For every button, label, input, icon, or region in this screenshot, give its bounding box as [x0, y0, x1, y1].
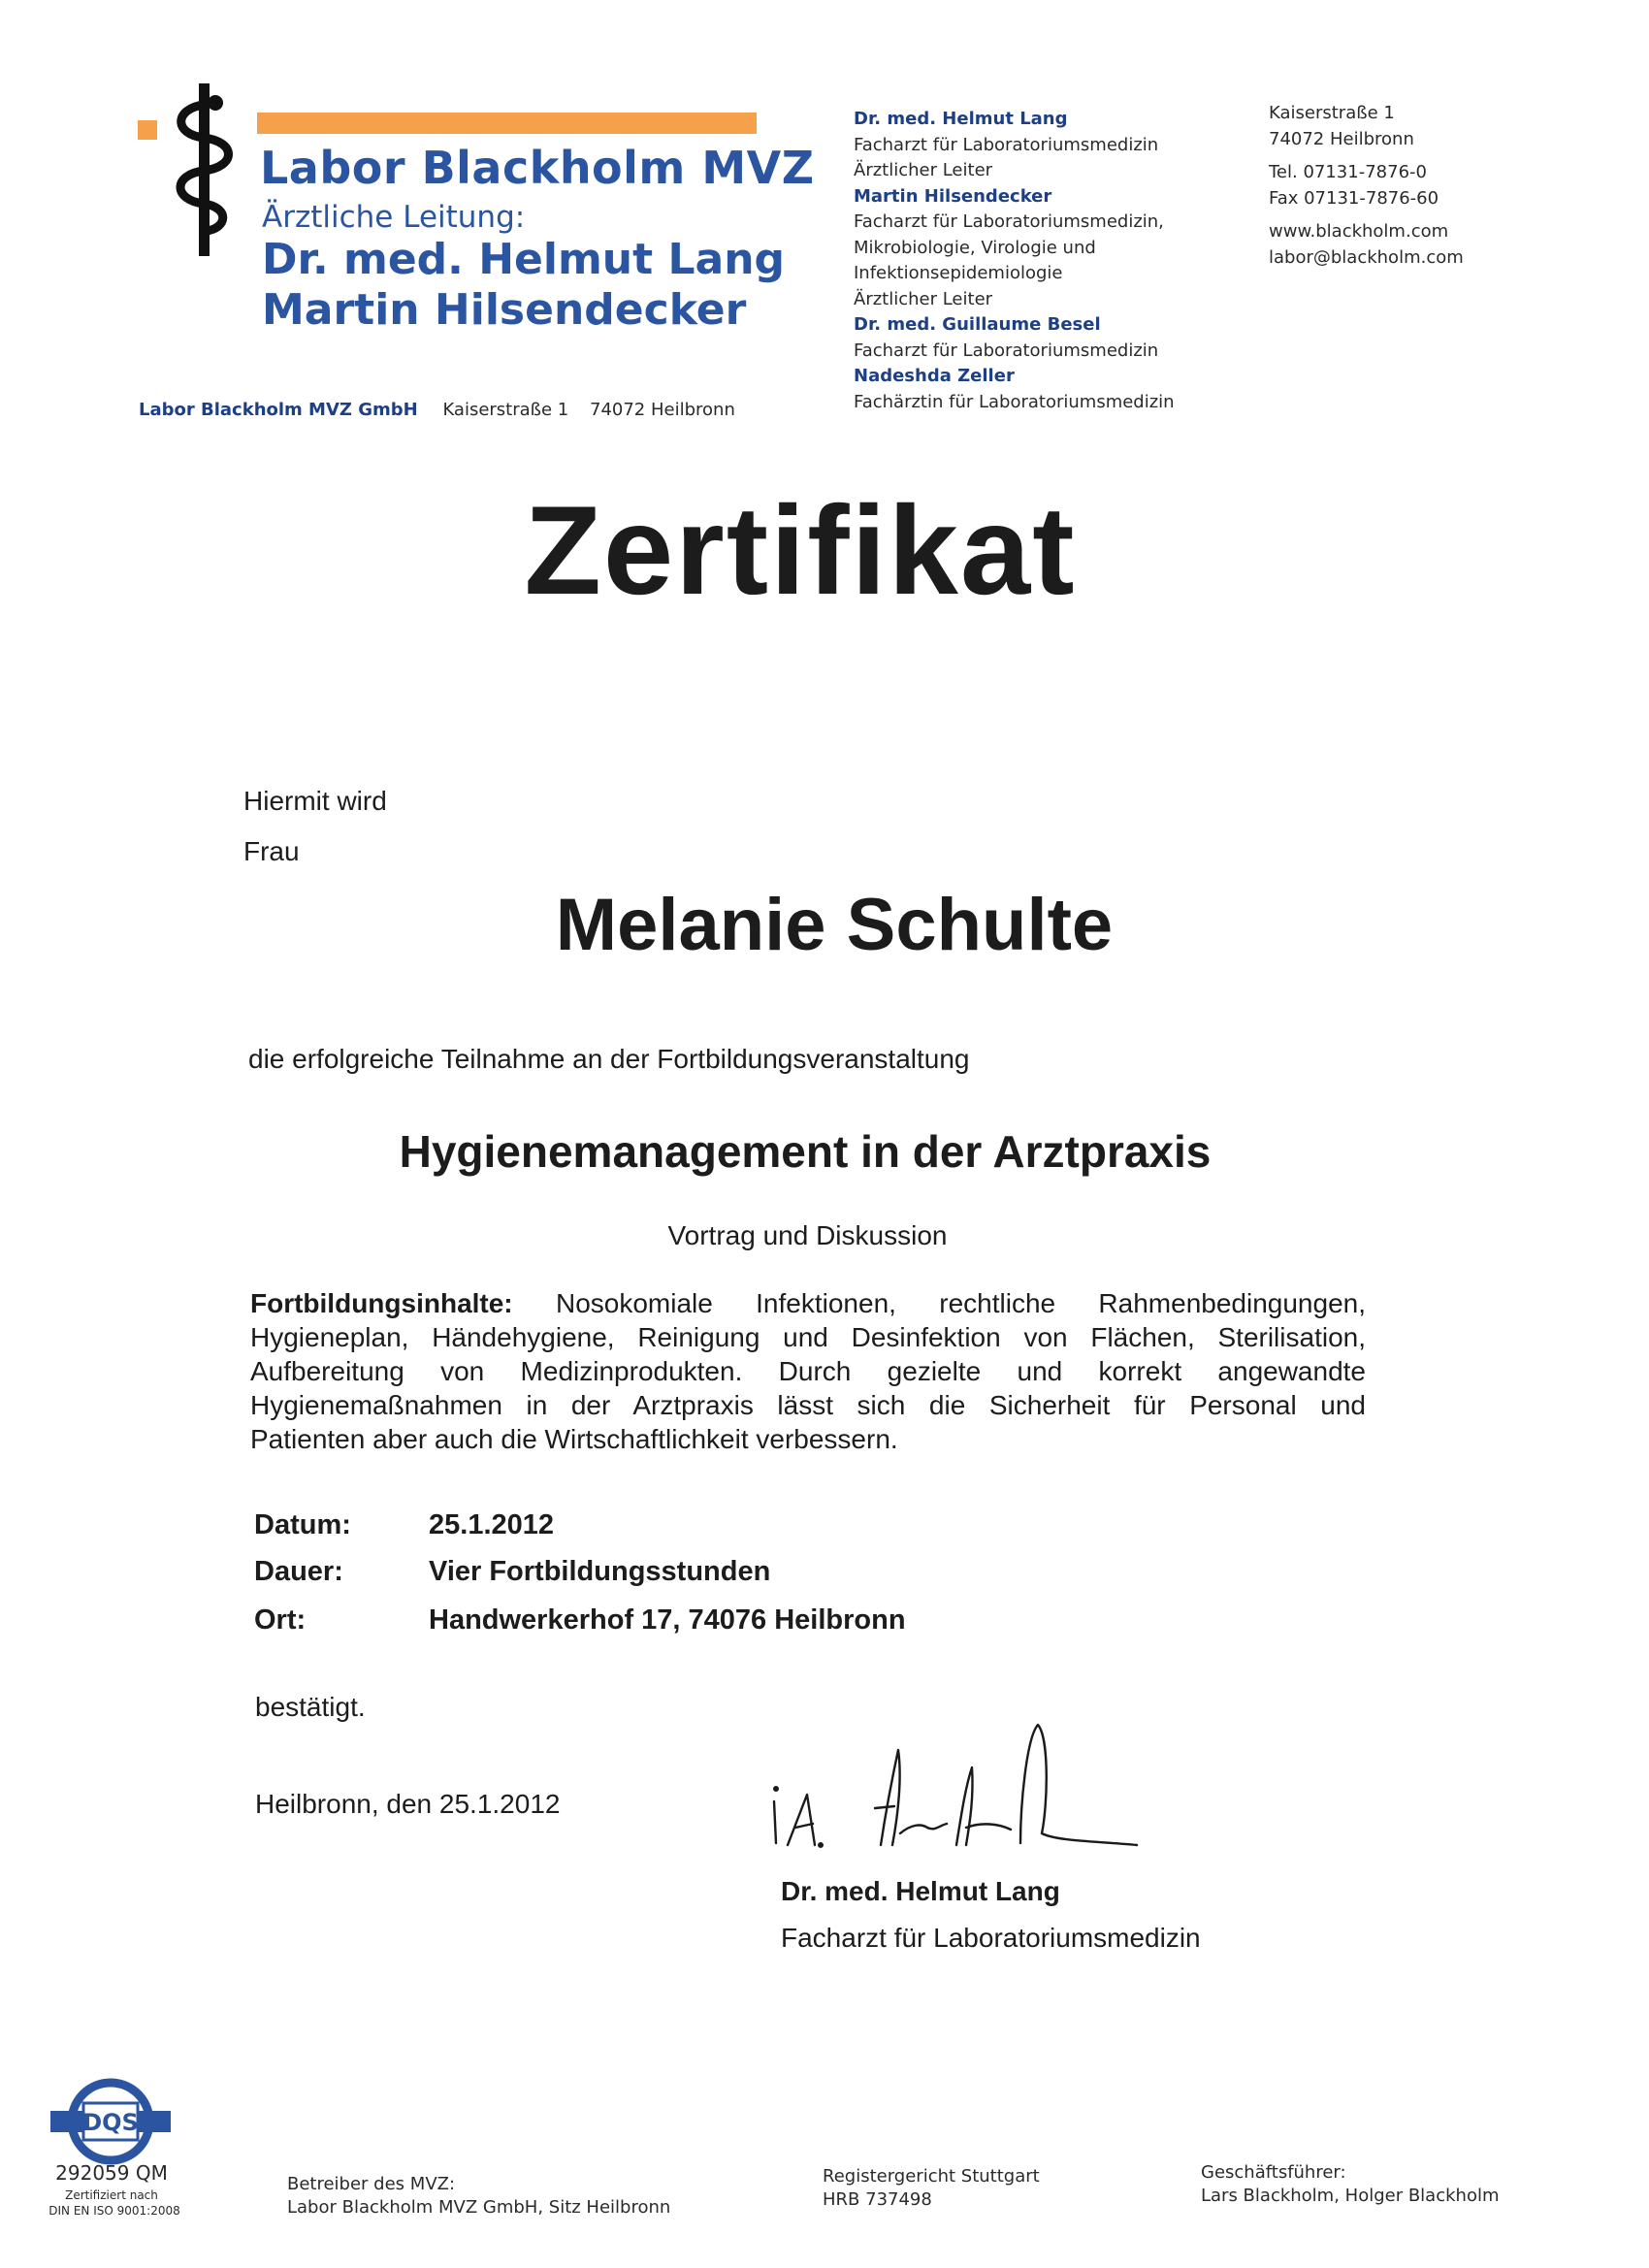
detail-row-date [254, 1509, 554, 1541]
register-value: HRB 737498 [823, 2189, 932, 2210]
detail-label: Datum: [254, 1509, 351, 1540]
detail-value: Vier Fortbildungsstunden [429, 1556, 771, 1587]
leadership-label: Ärztliche Leitung: [262, 200, 526, 235]
intro-line-2: Frau [243, 836, 300, 866]
recipient-name: Melanie Schulte [555, 884, 1114, 966]
sender-street: Kaiserstraße 1 [442, 400, 569, 420]
staff-line: Facharzt für Laboratoriumsmedizin, [854, 211, 1164, 232]
lab-name: Labor Blackholm MVZ [260, 142, 815, 194]
register-block [823, 2165, 1040, 2212]
managers-value: Lars Blackholm, Holger Blackholm [1201, 2186, 1500, 2206]
dqs-certification-seal [50, 2076, 171, 2167]
leader-1: Dr. med. Helmut Lang [262, 235, 786, 284]
contact-fax: Fax 07131-7876-60 [1269, 187, 1439, 209]
sender-company: Labor Blackholm MVZ GmbH [139, 400, 418, 420]
contents-line: Hygieneplan, Händehygiene, Reinigung und Desinfektion von Flächen, Sterilisation, [250, 1322, 1366, 1352]
contact-street: Kaiserstraße 1 [1269, 103, 1395, 123]
contents-line: Hygienemaßnahmen in der Arztpraxis lässt sich die Sicherheit für Personal und [250, 1390, 1366, 1420]
orange-accent-square [138, 120, 157, 140]
course-title: Hygienemanagement in der Arztpraxis [399, 1126, 1212, 1177]
contents-line: Aufbereitung von Medizinprodukten. Durch gezielte und korrekt angewandte [250, 1356, 1366, 1386]
intro-line-1: Hiermit wird [243, 786, 387, 816]
aesculapian-staff-logo [167, 83, 244, 258]
contents-line: Patienten aber auch die Wirtschaftlichkeit verbessern. [250, 1424, 898, 1454]
staff-name: Dr. med. Guillaume Besel [854, 314, 1101, 335]
leader-2: Martin Hilsendecker [262, 285, 747, 335]
detail-label: Dauer: [254, 1556, 343, 1587]
detail-row-duration [254, 1556, 770, 1588]
contact-column [1269, 101, 1464, 271]
handwritten-signature [766, 1700, 1164, 1874]
orange-accent-bar [257, 113, 757, 134]
managers-block [1201, 2161, 1500, 2208]
contact-web: www.blackholm.com [1269, 221, 1449, 242]
staff-line: Ärztlicher Leiter [854, 160, 993, 180]
cert-note-2: DIN EN ISO 9001:2008 [48, 2204, 180, 2218]
sender-address-line [139, 400, 735, 420]
detail-row-location [254, 1604, 906, 1636]
detail-value: Handwerkerhof 17, 74076 Heilbronn [429, 1604, 906, 1636]
staff-line: Mikrobiologie, Virologie und [854, 237, 1096, 258]
contents-line: Nosokomiale Infektionen, rechtliche Rahmenbedingungen, [512, 1288, 1366, 1318]
staff-name: Martin Hilsendecker [854, 185, 1052, 207]
staff-name: Nadeshda Zeller [854, 366, 1015, 386]
cert-note-1: Zertifiziert nach [65, 2188, 158, 2202]
place-date: Heilbronn, den 25.1.2012 [255, 1789, 561, 1819]
course-contents [250, 1286, 1366, 1456]
staff-line: Facharzt für Laboratoriumsmedizin [854, 134, 1159, 155]
participation-text: die erfolgreiche Teilnahme an der Fortbildungsveranstaltung [248, 1044, 970, 1074]
contact-email: labor@blackholm.com [1269, 246, 1464, 268]
detail-value: 25.1.2012 [429, 1509, 555, 1540]
operator-label: Betreiber des MVZ: [287, 2174, 456, 2194]
operator-block [287, 2173, 670, 2219]
detail-label: Ort: [254, 1604, 307, 1636]
course-format: Vortrag und Diskussion [667, 1220, 948, 1250]
staff-line: Facharzt für Laboratoriumsmedizin [854, 340, 1159, 361]
cert-number: 292059 QM [55, 2161, 168, 2185]
sender-city: 74072 Heilbronn [590, 400, 735, 420]
certificate-title: Zertifikat [524, 479, 1077, 621]
contents-label: Fortbildungsinhalte: [250, 1288, 513, 1318]
operator-value: Labor Blackholm MVZ GmbH, Sitz Heilbronn [287, 2197, 671, 2218]
staff-line: Ärztlicher Leiter [854, 288, 993, 309]
managers-label: Geschäftsführer: [1201, 2162, 1346, 2183]
contact-tel: Tel. 07131-7876-0 [1269, 162, 1427, 182]
signer-title: Facharzt für Laboratoriumsmedizin [781, 1923, 1201, 1953]
staff-line: Fachärztin für Laboratoriumsmedizin [854, 391, 1175, 412]
staff-name: Dr. med. Helmut Lang [854, 109, 1068, 129]
signer-name: Dr. med. Helmut Lang [781, 1876, 1060, 1906]
staff-line: Infektionsepidemiologie [854, 263, 1063, 283]
seal-text: DQS [82, 2109, 139, 2136]
register-label: Registergericht Stuttgart [823, 2166, 1040, 2187]
confirmation-text: bestätigt. [255, 1692, 366, 1722]
contact-city: 74072 Heilbronn [1269, 128, 1414, 149]
staff-column [854, 107, 1175, 415]
